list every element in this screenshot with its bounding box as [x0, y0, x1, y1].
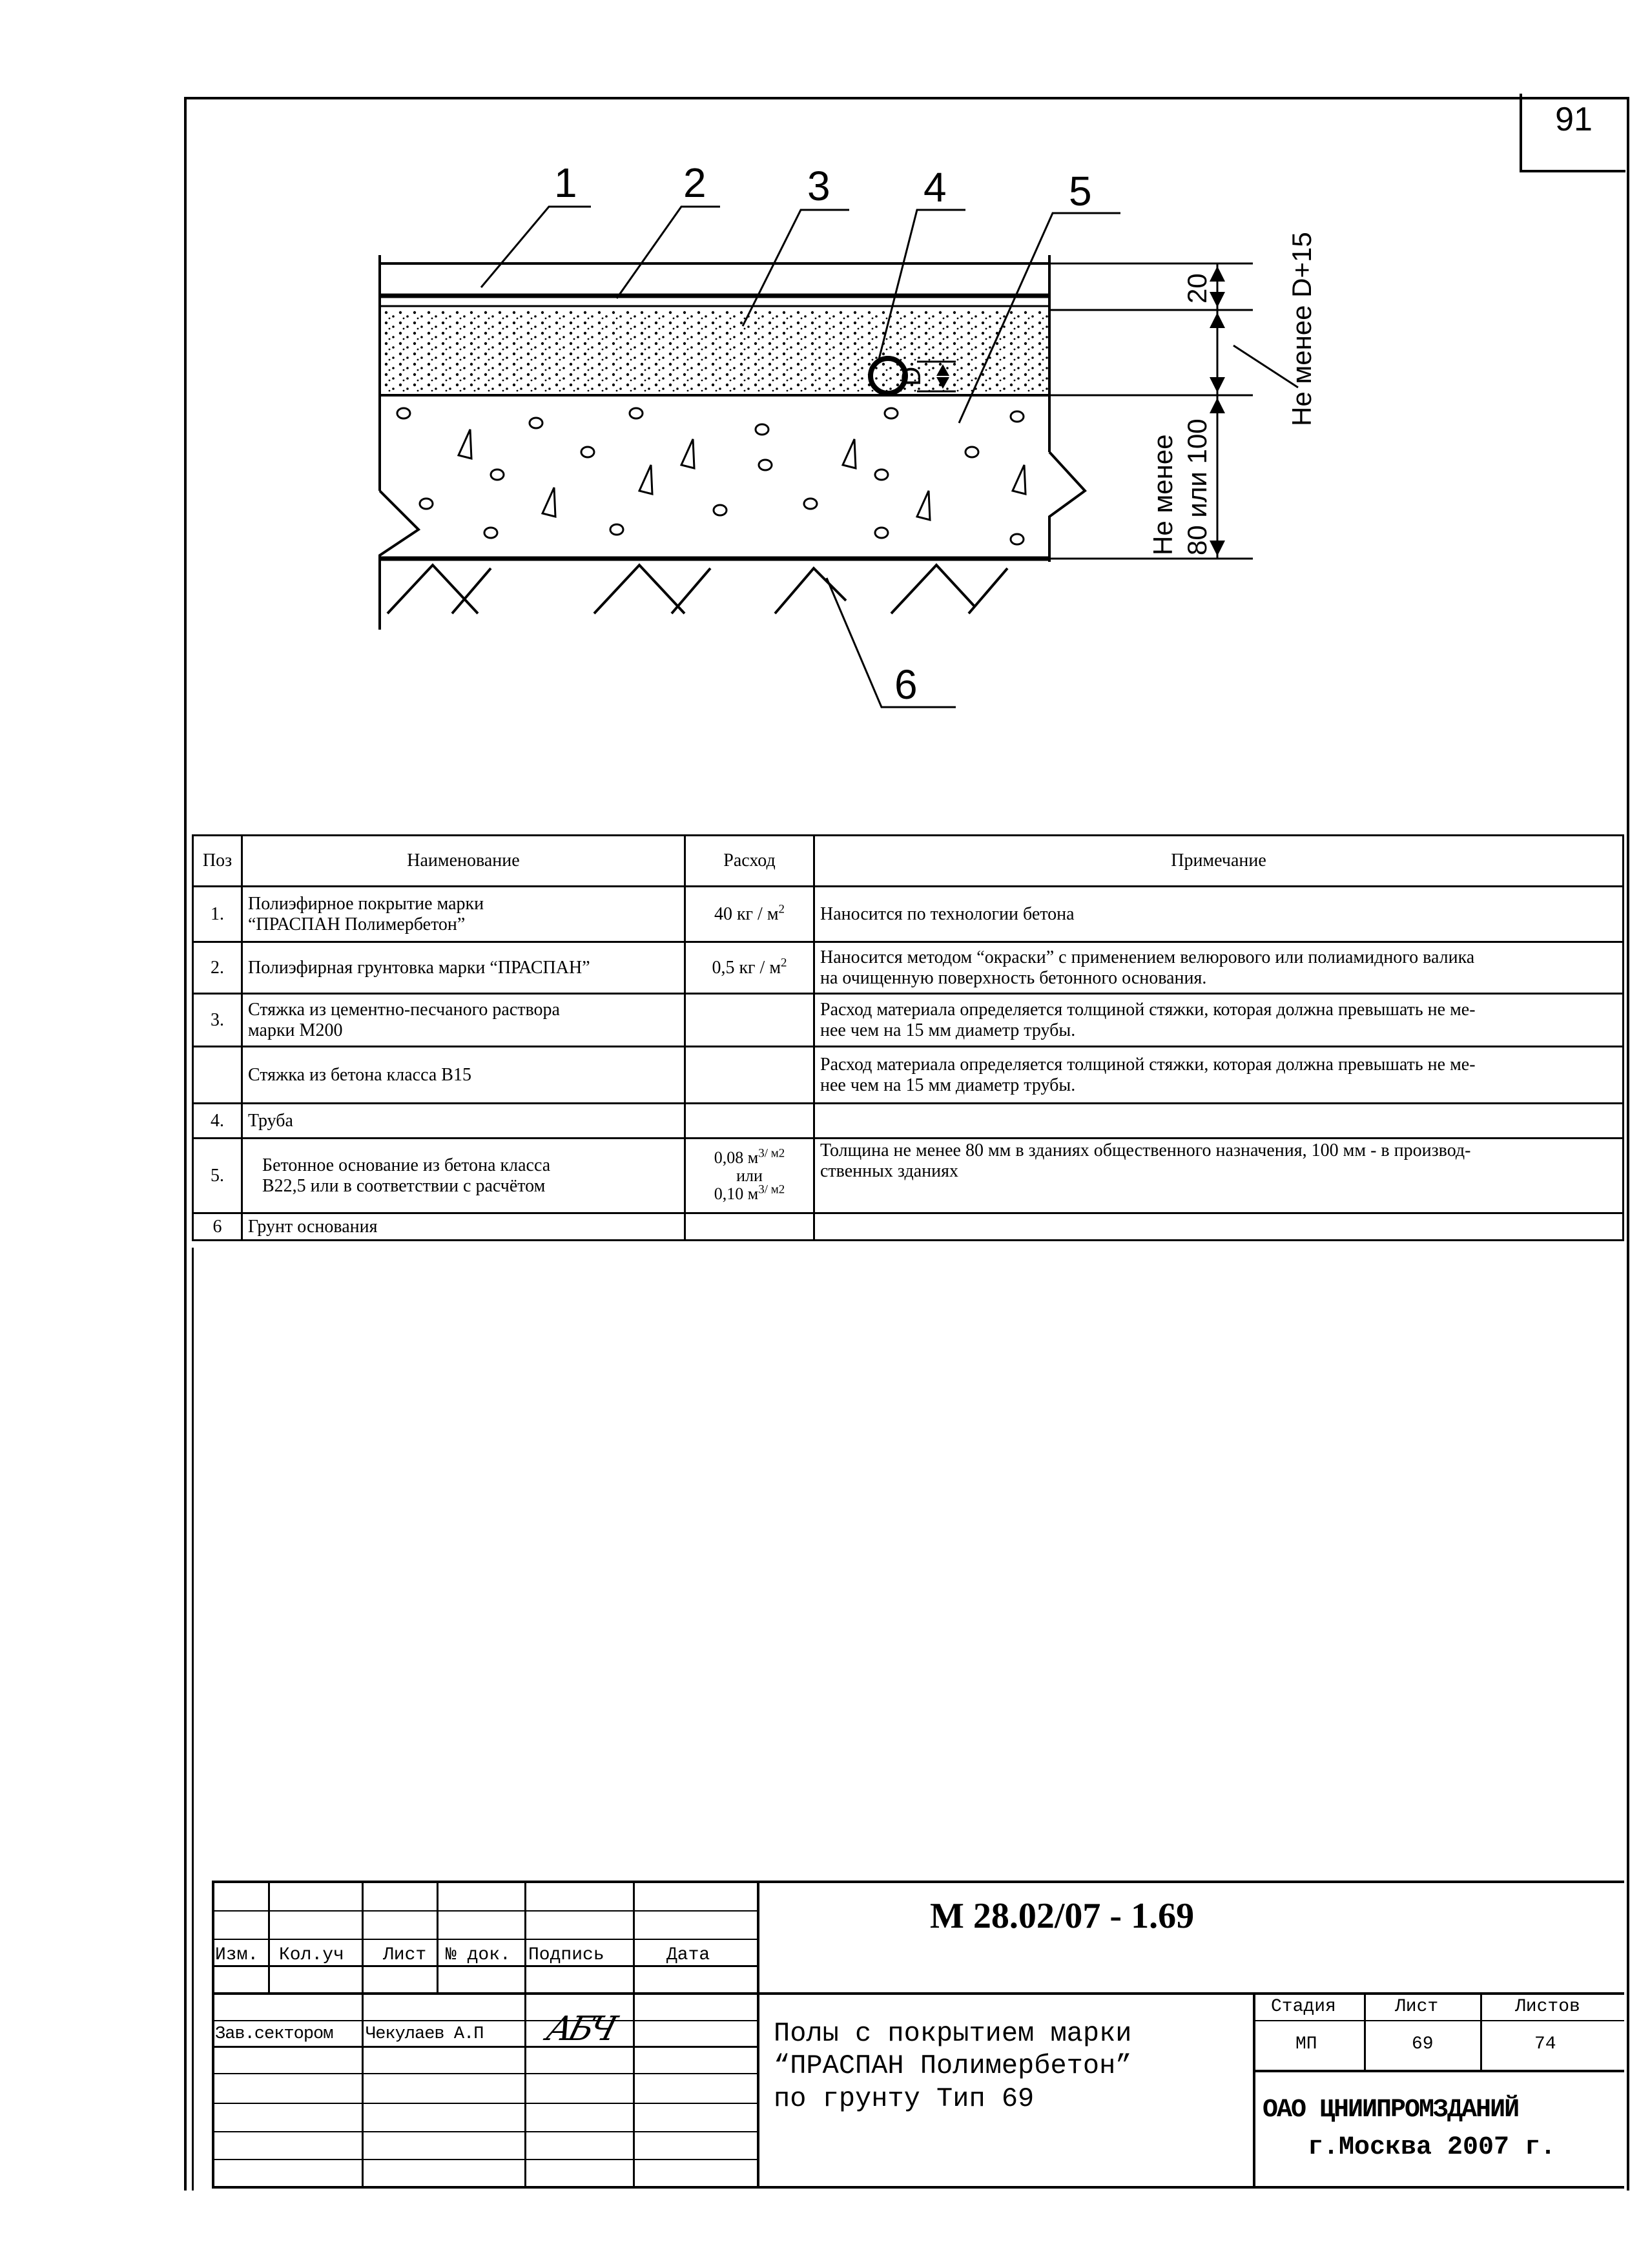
- row-pos: 2.: [193, 942, 242, 994]
- table-row: [193, 1047, 1624, 1104]
- callout-1: 1: [554, 160, 577, 206]
- row-rate: [685, 1213, 814, 1241]
- stage-value: МП: [1295, 2034, 1317, 2054]
- role-label: Зав.сектором: [215, 2025, 333, 2044]
- row-pos: 5.: [193, 1139, 242, 1213]
- concrete-aggregate: [397, 408, 1026, 544]
- callout-leaders: [481, 207, 1120, 707]
- dim-top-label: 20: [1182, 273, 1212, 304]
- table-row: [193, 1213, 1624, 1241]
- row-name: Грунт основания: [242, 1213, 685, 1241]
- row-pos: 6: [193, 1213, 242, 1241]
- col-pos-header: Поз: [193, 836, 242, 887]
- section-right-break: [1049, 452, 1085, 562]
- organization-name: ОАО ЦНИИПРОМЗДАНИЙ: [1263, 2096, 1519, 2125]
- callout-5: 5: [1069, 168, 1092, 214]
- empty-area-border-left: [192, 1248, 194, 2191]
- sheet-value: 69: [1412, 2034, 1434, 2054]
- row-note: Расход материала определяется толщиной стяжки, которая должна превышать не ме- нее чем на 15 мм диаметр трубы.: [814, 994, 1624, 1047]
- callout-6: 6: [894, 661, 918, 708]
- callout-3: 3: [807, 163, 830, 209]
- document-code: М 28.02/07 - 1.69: [930, 1896, 1195, 1936]
- stage-label: Стадия: [1271, 1997, 1336, 2017]
- row-note: [814, 1213, 1624, 1241]
- table-row: [193, 1104, 1624, 1139]
- row-rate: 0,5 кг / $м^2$: [685, 942, 814, 994]
- sheet-number: 91: [1555, 101, 1593, 138]
- row-pos: 4.: [193, 1104, 242, 1139]
- header-list: Лист: [383, 1945, 427, 1965]
- header-data: Дата: [666, 1945, 710, 1965]
- row-rate: 0,08 $м^{3/ м2}$ или 0,10 $м^{3/ м2}$: [685, 1139, 814, 1213]
- organization-city-year: г.Москва 2007 г.: [1308, 2133, 1556, 2162]
- row-name: Полиэфирное покрытие марки “ПРАСПАН Полимербетон”: [242, 887, 685, 942]
- screed-layer: [380, 310, 1049, 393]
- callout-2: 2: [683, 160, 706, 206]
- row-name: Бетонное основание из бетона класса В22,5 или в соответствии с расчётом: [242, 1139, 685, 1213]
- sheets-label: Листов: [1515, 1997, 1580, 2017]
- table-row: [193, 1139, 1624, 1213]
- sheet-label: Лист: [1395, 1997, 1439, 2017]
- row-note: Толщина не менее 80 мм в зданиях общественного назначения, 100 мм - в производ- ственных зданиях: [814, 1139, 1624, 1213]
- pipe-diameter-label: D: [896, 366, 926, 386]
- header-izm: Изм.: [215, 1945, 259, 1965]
- drawing-title-line-3: по грунту Тип 69: [774, 2083, 1035, 2114]
- signature: АБЧ: [542, 2010, 617, 2048]
- row-rate: [685, 1104, 814, 1139]
- callout-4: 4: [923, 164, 947, 211]
- row-pos: 1.: [193, 887, 242, 942]
- row-pos: [193, 1047, 242, 1104]
- row-rate: 40 кг / $м^2$: [685, 887, 814, 942]
- spec-header-row: [193, 836, 1624, 887]
- table-row: [193, 942, 1624, 994]
- row-rate: [685, 994, 814, 1047]
- row-name: Полиэфирная грунтовка марки “ПРАСПАН”: [242, 942, 685, 994]
- header-podpis: Подпись: [528, 1945, 604, 1965]
- table-row: [193, 887, 1624, 942]
- soil-hatch: [387, 565, 1007, 613]
- col-name-header: Наименование: [242, 836, 685, 887]
- row-pos: 3.: [193, 994, 242, 1047]
- sheets-value: 74: [1534, 2034, 1556, 2054]
- row-name: Стяжка из бетона класса В15: [242, 1047, 685, 1104]
- person-name: Чекулаев А.П: [366, 2025, 484, 2044]
- row-rate: [685, 1047, 814, 1104]
- header-kol: Кол.уч: [279, 1945, 344, 1965]
- row-note: Наносится по технологии бетона: [814, 887, 1624, 942]
- floor-section-drawing: [0, 0, 1650, 827]
- dim-base-label-2: 80 или 100: [1182, 418, 1212, 555]
- dim-side-label: Не менее D+15: [1286, 232, 1317, 426]
- drawing-title-line-1: Полы с покрытием марки: [774, 2018, 1132, 2049]
- header-ndok: № док.: [446, 1945, 511, 1965]
- table-row: [193, 994, 1624, 1047]
- row-note: Расход материала определяется толщиной стяжки, которая должна превышать не ме- нее чем на 15 мм диаметр трубы.: [814, 1047, 1624, 1104]
- row-name: Стяжка из цементно-песчаного раствора марки М200: [242, 994, 685, 1047]
- row-name: Труба: [242, 1104, 685, 1139]
- specification-table: [192, 834, 1624, 1241]
- col-rate-header: Расход: [685, 836, 814, 887]
- row-note: [814, 1104, 1624, 1139]
- row-note: Наносится методом “окраски” с применением велюрового или полиамидного валика на очищенную поверхность бетонного основания.: [814, 942, 1624, 994]
- col-note-header: Примечание: [814, 836, 1624, 887]
- drawing-title-line-2: “ПРАСПАН Полимербетон”: [774, 2050, 1132, 2081]
- dim-base-label-1: Не менее: [1148, 434, 1178, 555]
